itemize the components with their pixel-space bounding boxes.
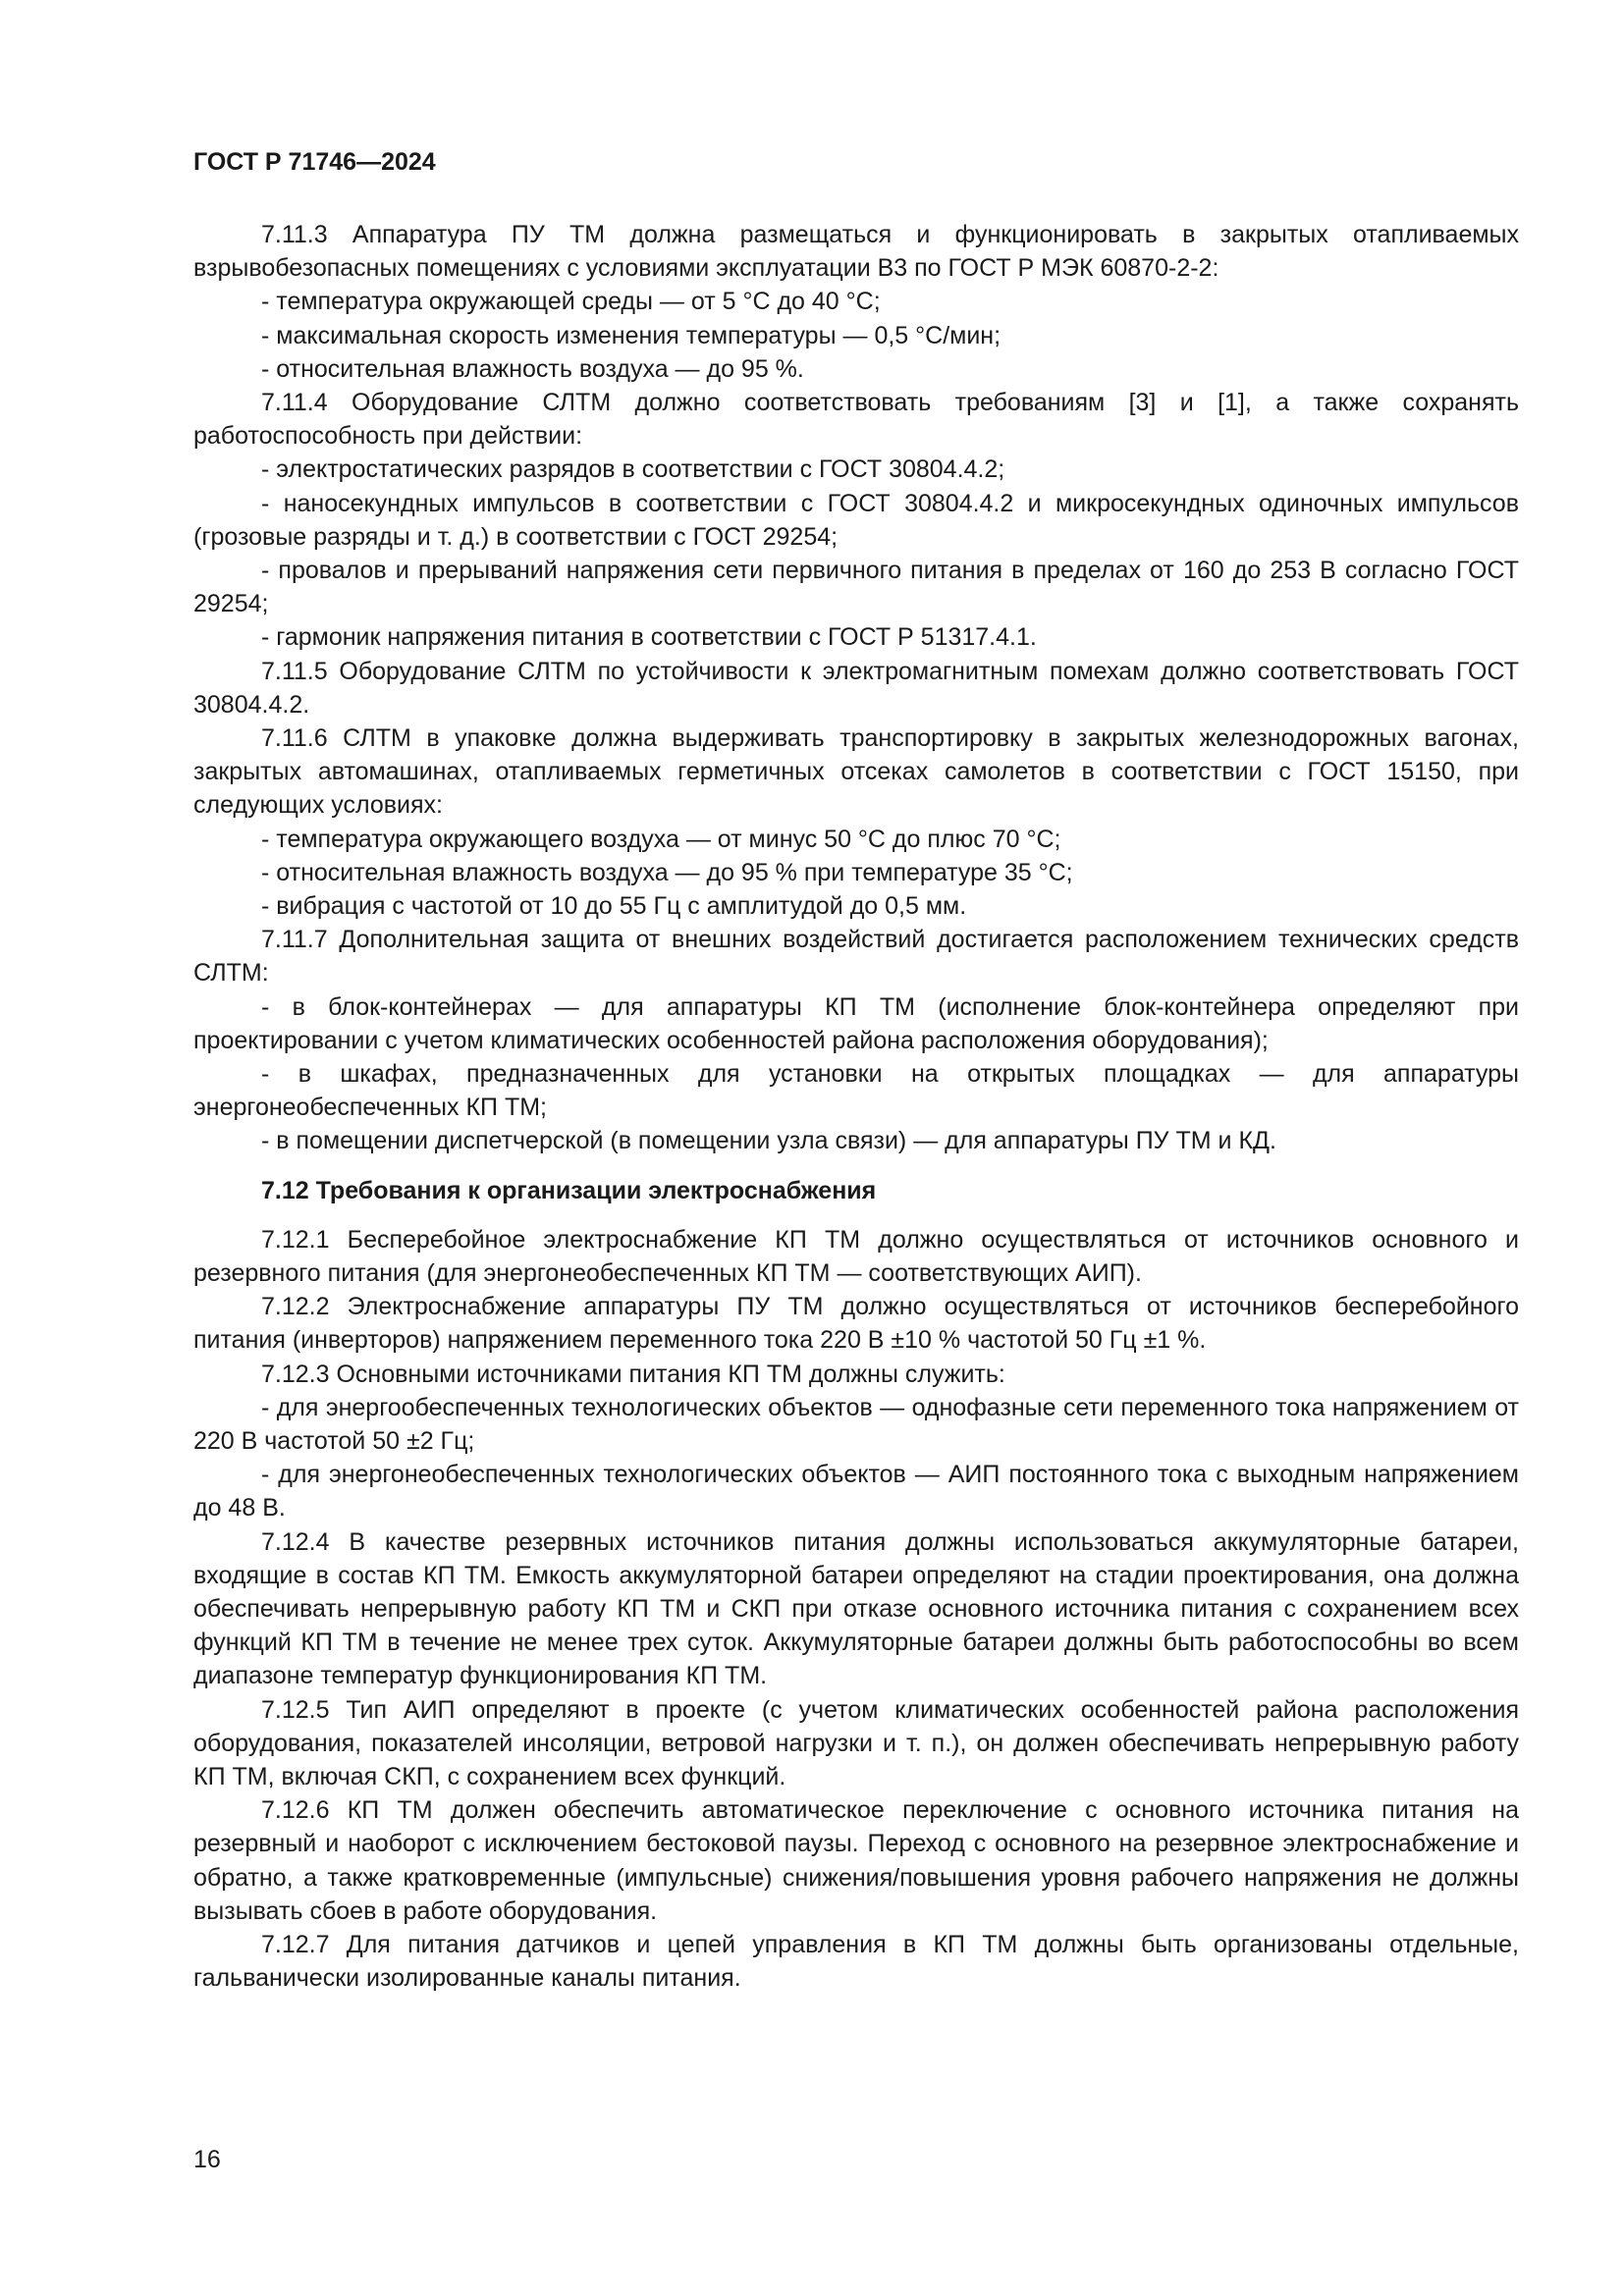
list-item: - для энергонеобеспеченных технологических объектов — АИП постоянного тока с выходным напряжением до 48 В.: [193, 1461, 1519, 1522]
paragraph-7-11-3: 7.11.3 Аппаратура ПУ ТМ должна размещаться и функционировать в закрытых отапливаемых взрывобезопасных помещениях с условиями эксплуатации В3 по ГОСТ Р МЭК 60870-2-2:: [193, 221, 1519, 283]
list-item: - температура окружающей среды — от 5 °С до 40 °С;: [261, 288, 881, 316]
list-item: - вибрация с частотой от 10 до 55 Гц с амплитудой до 0,5 мм.: [261, 892, 967, 921]
paragraph-7-11-7: 7.11.7 Дополнительная защита от внешних воздействий достигается расположением технических средств СЛТМ:: [193, 926, 1519, 988]
paragraph-7-11-6: 7.11.6 СЛТМ в упаковке должна выдерживать транспортировку в закрытых железнодорожных вагонах, закрытых автомашинах, отапливаемых герметичных отсеках самолетов в соответствии с ГОСТ 15150, при следующих условиях:: [193, 724, 1519, 820]
section-7-11-block: [193, 218, 1519, 1158]
list-item: - для энергообеспеченных технологических объектов — однофазные сети переменного тока напряжением от 220 В частотой 50 ±2 Гц;: [193, 1393, 1519, 1455]
section-7-12-block: [193, 1223, 1519, 1996]
paragraph-7-12-6: 7.12.6 КП ТМ должен обеспечить автоматическое переключение с основного источника питания на резервный и наоборот с исключением бестоковой паузы. Переход с основного на резервное электроснабжение и обратно, а также кратковременные (импульсные) снижения/повышения уровня рабочего напряжения не должны вызывать сбоев в работе оборудования.: [193, 1796, 1519, 1925]
paragraph-7-12-2: 7.12.2 Электроснабжение аппаратуры ПУ ТМ должно осуществляться от источников бесперебойного питания (инверторов) напряжением переменного тока 220 В ±10 % частотой 50 Гц ±1 %.: [193, 1293, 1519, 1355]
document-page: [193, 147, 1519, 1995]
paragraph-7-12-5: 7.12.5 Тип АИП определяют в проекте (с учетом климатических особенностей района расположения оборудования, показателей инсоляции, ветровой нагрузки и т. п.), он должен обеспечивать непрерывную работу КП ТМ, включая СКП, с сохранением всех функций.: [193, 1695, 1519, 1790]
list-item: - в шкафах, предназначенных для установки на открытых площадках — для аппаратуры энергонеобеспеченных КП ТМ;: [193, 1060, 1519, 1122]
list-item: - относительная влажность воздуха — до 95 %.: [261, 354, 804, 383]
paragraph-7-12-1: 7.12.1 Бесперебойное электроснабжение КП ТМ должно осуществляться от источников основного и резервного питания (для энергонеобеспеченных КП ТМ — соответствующих АИП).: [193, 1225, 1519, 1287]
list-item: - гармоник напряжения питания в соответствии с ГОСТ Р 51317.4.1.: [261, 623, 1037, 652]
paragraph-7-12-4: 7.12.4 В качестве резервных источников питания должны использоваться аккумуляторные батареи, входящие в состав КП ТМ. Емкость аккумуляторной батареи определяют на стадии проектирования, она должна обеспечивать непрерывную работу КП ТМ и СКП при отказе основного источника питания с сохранением всех функций КП ТМ в течение не менее трех суток. Аккумуляторные батареи должны быть работоспособны во всем диапазоне температур функционирования КП ТМ.: [193, 1527, 1519, 1690]
paragraph-7-12-7: 7.12.7 Для питания датчиков и цепей управления в КП ТМ должны быть организованы отдельные, гальванически изолированные каналы питания.: [193, 1930, 1519, 1993]
list-item: - относительная влажность воздуха — до 95 % при температуре 35 °С;: [261, 858, 1073, 886]
list-item: - наносекундных импульсов в соответствии с ГОСТ 30804.4.2 и микросекундных одиночных импульсов (грозовые разряды и т. д.) в соответствии с ГОСТ 29254;: [193, 489, 1519, 551]
list-item: - провалов и прерываний напряжения сети первичного питания в пределах от 160 до 253 В согласно ГОСТ 29254;: [193, 557, 1519, 618]
list-item: - в помещении диспетчерской (в помещении узла связи) — для аппаратуры ПУ ТМ и КД.: [261, 1127, 1276, 1155]
list-item: - температура окружающего воздуха — от минус 50 °С до плюс 70 °С;: [261, 825, 1061, 853]
paragraph-7-12-3: 7.12.3 Основными источниками питания КП ТМ должны служить:: [261, 1360, 1005, 1388]
section-7-12-title: 7.12 Требования к организации электроснабжения: [261, 1176, 877, 1204]
document-header: ГОСТ Р 71746—2024: [193, 148, 436, 176]
list-item: - электростатических разрядов в соответствии с ГОСТ 30804.4.2;: [261, 455, 1005, 484]
paragraph-7-11-5: 7.11.5 Оборудование СЛТМ по устойчивости к электромагнитным помехам должно соответствовать ГОСТ 30804.4.2.: [193, 657, 1519, 719]
paragraph-7-11-4: 7.11.4 Оборудование СЛТМ должно соответствовать требованиям [3] и [1], а также сохранять работоспособность при действии:: [193, 389, 1519, 451]
list-item: - в блок-контейнерах — для аппаратуры КП ТМ (исполнение блок-контейнера определяют при проектировании с учетом климатических особенностей района расположения оборудования);: [193, 992, 1519, 1054]
page-number: 16: [193, 2146, 221, 2173]
list-item: - максимальная скорость изменения температуры — 0,5 °С/мин;: [261, 321, 1001, 349]
